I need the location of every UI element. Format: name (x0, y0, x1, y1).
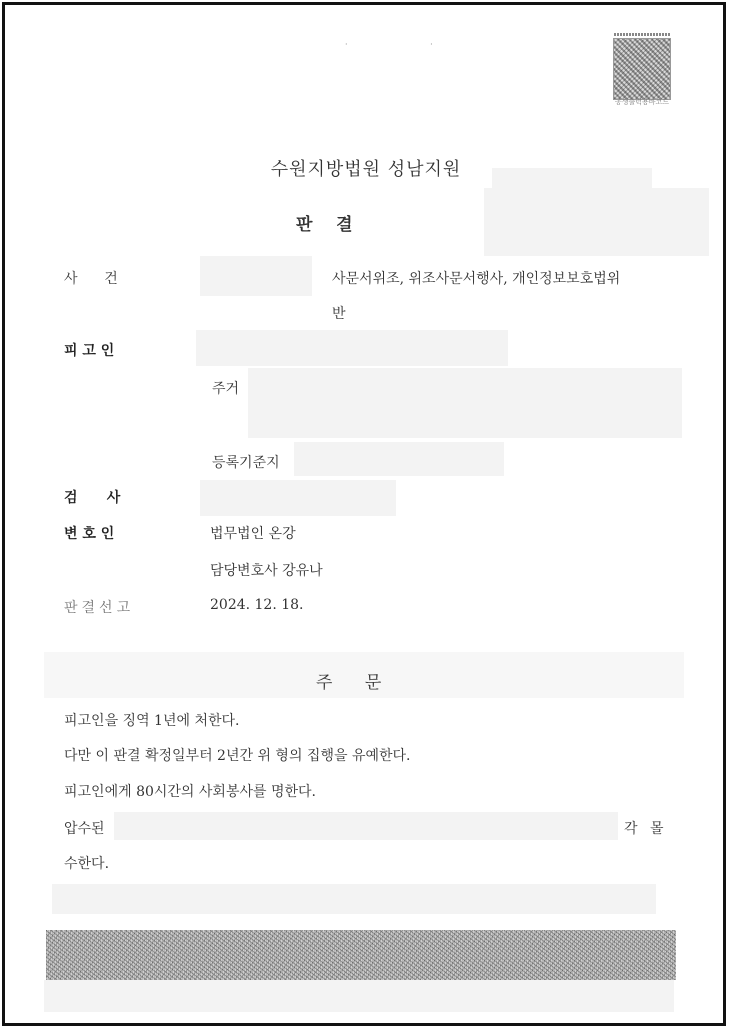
court-name: 수원지방법원 성남지원 (270, 159, 462, 180)
order-heading: 주 문 (316, 673, 382, 693)
address-redaction (248, 368, 682, 438)
case-value-line2: 반 (332, 306, 346, 322)
case-value-line1: 사문서위조, 위조사문서행사, 개인정보보호법위 (332, 271, 621, 287)
prosecutor-redaction (200, 480, 396, 516)
verdict-date: 2024. 12. 18. (210, 597, 304, 613)
lawyer-firm: 법무법인 온강 (210, 526, 296, 542)
qr-code-image (613, 38, 671, 100)
registry-redaction (294, 442, 504, 476)
case-number-redaction (200, 256, 312, 296)
prosecutor-label: 검 사 (64, 490, 121, 506)
order-line-3: 피고인에게 80시간의 사회봉사를 명한다. (64, 784, 316, 800)
registry-label: 등록기준지 (212, 455, 280, 471)
redaction-band (44, 980, 674, 1012)
verdict-date-label: 판결선고 (64, 600, 135, 616)
barcode-strip (614, 33, 670, 36)
order-line-2: 다만 이 판결 확정일부터 2년간 위 형의 집행을 유예한다. (64, 748, 411, 764)
seized-items-redaction (114, 812, 618, 840)
order-line-4-start: 압수된 (64, 821, 105, 837)
order-line-4-end: 각 몰 (624, 821, 668, 837)
address-label: 주거 (212, 381, 240, 397)
order-line-5: 수한다. (64, 856, 110, 872)
defendant-name-redaction (196, 330, 508, 366)
defendant-label: 피 고 인 (64, 343, 115, 359)
scan-noise-band (46, 930, 676, 980)
redaction-block (484, 188, 709, 256)
lawyer-label: 변 호 인 (64, 526, 115, 542)
lawyer-in-charge: 담당변호사 강유나 (210, 563, 323, 579)
document-type: 판 결 (296, 215, 353, 235)
qr-caption: 공생출력용바코드 (614, 98, 670, 106)
case-label: 사 건 (64, 271, 118, 287)
redaction-band (52, 884, 656, 914)
order-line-1: 피고인을 징역 1년에 처한다. (64, 713, 240, 729)
scan-marks: · · (345, 40, 473, 49)
